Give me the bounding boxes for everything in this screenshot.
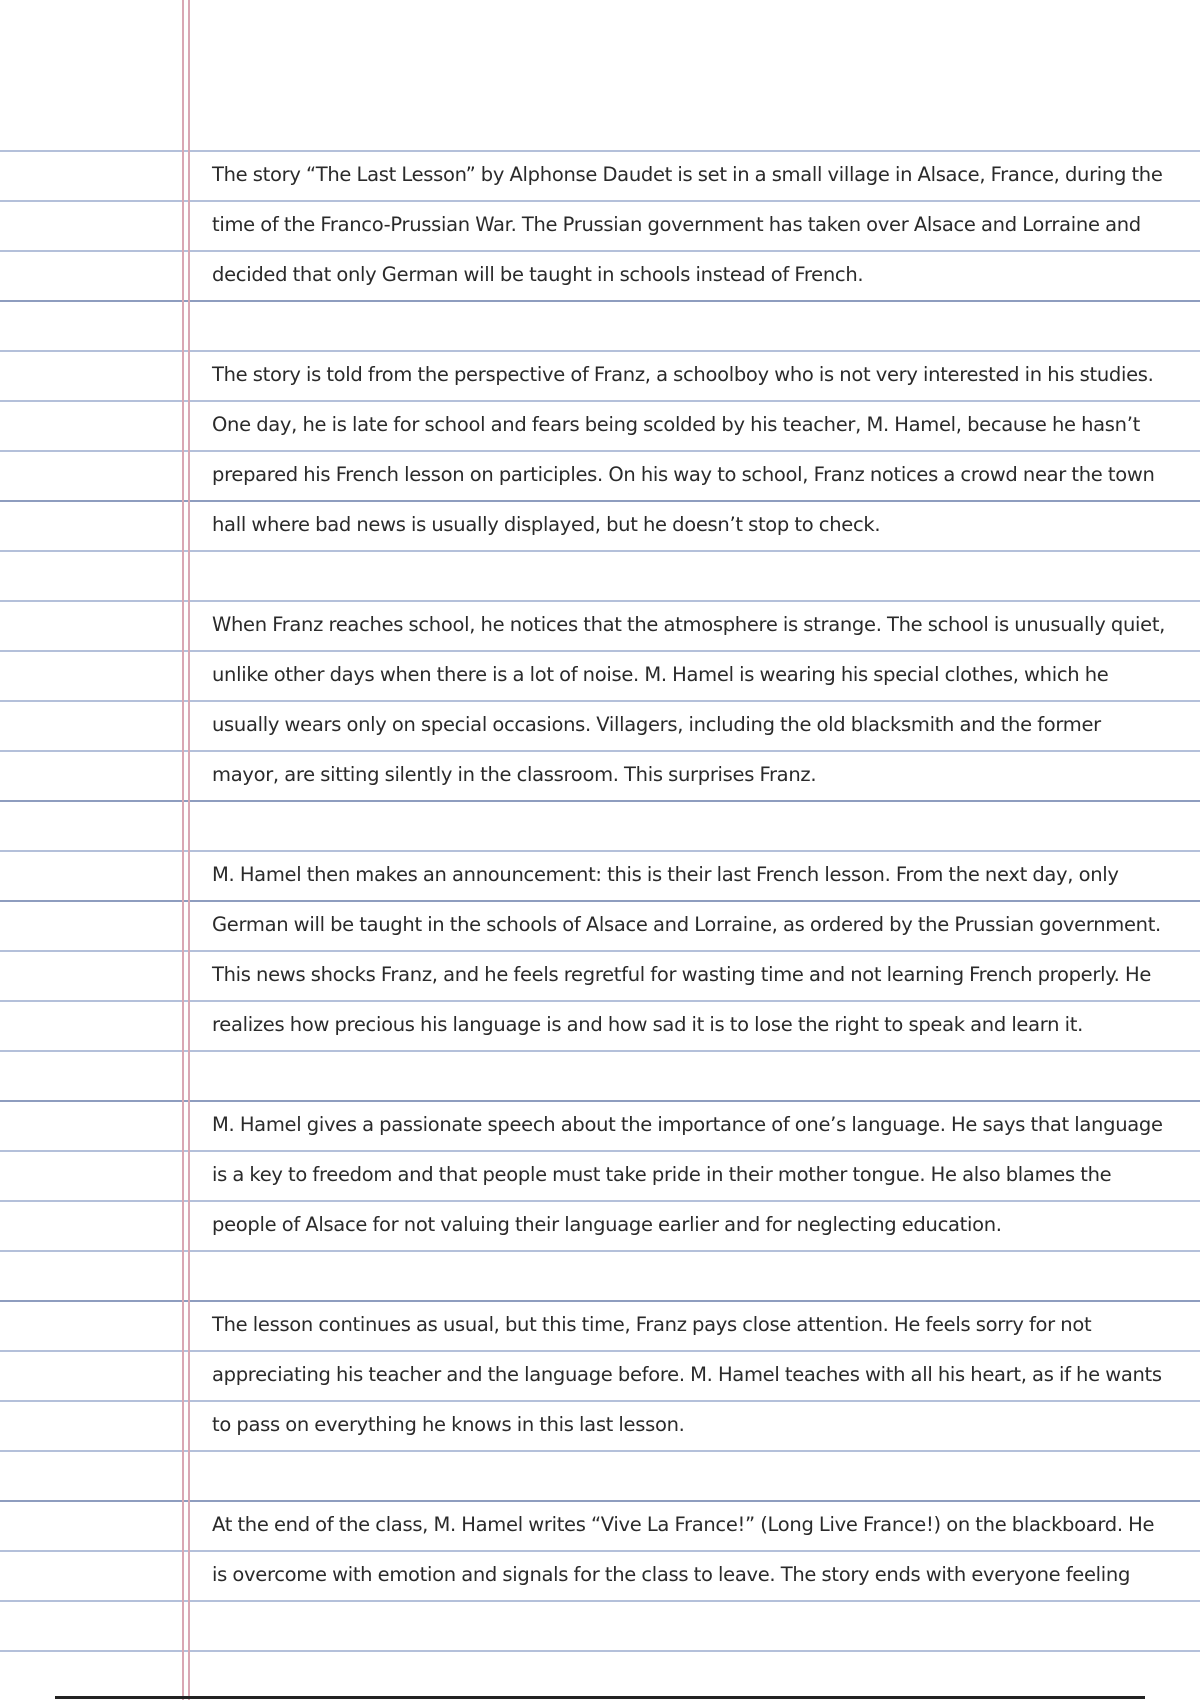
paragraph-3: When Franz reaches school, he notices that the atmosphere is strange. The school is unusually quiet, unlike other days when there is a lot of noise. M. Hamel is wearing his special clothes, which he usually wears only on special occasions. Villagers, including the old blacksmith and the former mayor, are sitting silently in the classroom. This surprises Franz. bbox=[212, 613, 1166, 786]
paragraph-4: M. Hamel then makes an announcement: this is their last French lesson. From the next day, only German will be taught in the schools of Alsace and Lorraine, as ordered by the Prussian government. This news shocks Franz, and he feels regretful for wasting time and not learning French properly. He realizes how precious his language is and how sad it is to lose the right to speak and learn it. bbox=[212, 863, 1161, 1036]
paragraph-5: M. Hamel gives a passionate speech about the importance of one’s language. He says that language is a key to freedom and that people must take pride in their mother tongue. He also blames the people of Alsace for not valuing their language earlier and for neglecting education. bbox=[212, 1113, 1163, 1236]
paragraph-2: The story is told from the perspective of Franz, a schoolboy who is not very interested in his studies. One day, he is late for school and fears being scolded by his teacher, M. Hamel, because he hasn’t prepared his French lesson on participles. On his way to school, Franz notices a crowd near the town hall where bad news is usually displayed, but he doesn’t stop to check. bbox=[212, 363, 1155, 536]
paragraph-1: The story “The Last Lesson” by Alphonse Daudet is set in a small village in Alsace, France, during the time of the Franco-Prussian War. The Prussian government has taken over Alsace and Lorraine and decided that only German will be taught in schools instead of French. bbox=[212, 163, 1163, 286]
paragraph-6: The lesson continues as usual, but this time, Franz pays close attention. He feels sorry for not appreciating his teacher and the language before. M. Hamel teaches with all his heart, as if he wants to pass on everything he knows in this last lesson. bbox=[212, 1313, 1162, 1436]
margin-line-right bbox=[188, 0, 190, 1700]
ruled-line bbox=[0, 1650, 1200, 1652]
margin-line-left bbox=[182, 0, 184, 1700]
bottom-rule bbox=[55, 1696, 1145, 1699]
paragraph-7: At the end of the class, M. Hamel writes “Vive La France!” (Long Live France!) on the blackboard. He is overcome with emotion and signals for the class to leave. The story ends with everyone feeling bbox=[212, 1513, 1155, 1586]
summary-text bbox=[212, 150, 1172, 1650]
